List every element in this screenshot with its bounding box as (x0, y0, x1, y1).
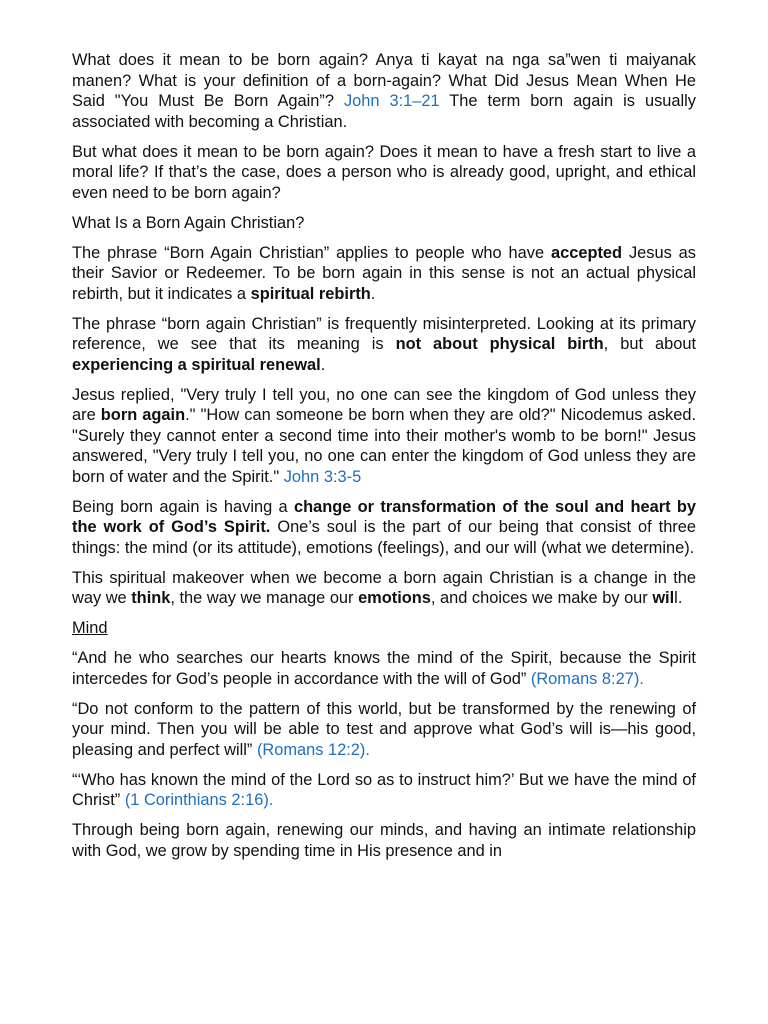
scripture-reference-romans-8-27: (Romans 8:27). (530, 669, 644, 688)
paragraph-text: ." "How can someone be born when they are old?" Nicodemus asked. "Surely they cannot enter a second time into their mother's womb to be born!" Jesus answered, "Very truly I tell you, no one can enter the kingdom of God unless they are born of water and the Spirit." (72, 406, 697, 486)
paragraph-intro (72, 50, 696, 132)
emphasis-text: think (131, 589, 171, 607)
paragraph-text: . (370, 284, 376, 303)
paragraph-jesus-replied (72, 385, 696, 488)
underlined-heading-text: Mind (72, 619, 108, 637)
emphasis-text: not about physical birth (395, 335, 604, 353)
emphasis-text: change or transformation of the soul and heart by the work of God’s Spirit. (72, 497, 696, 536)
document-page (72, 50, 696, 871)
paragraph-text: , but about (603, 335, 697, 353)
scripture-reference-john-3-3-5: John 3:3-5 (283, 467, 362, 486)
paragraph-text: l. (674, 589, 683, 607)
paragraph-spiritual-makeover (72, 568, 696, 609)
paragraph-text: Jesus replied, "Very truly I tell you, no one can see the kingdom of God unless they are (72, 385, 696, 424)
emphasis-text: wil (652, 589, 675, 607)
emphasis-text: experiencing a spiritual renewal (72, 355, 321, 374)
quote-1-corinthians-2-16 (72, 770, 696, 811)
paragraph-text: , and choices we make by our (430, 589, 653, 607)
section-heading-mind (72, 618, 696, 639)
paragraph-text: What does it mean to be born again? Anya ti kayat na nga sa”wen ti maiyanak manen? What is your definition of a born-again? What Did Jesus Mean When He Said "You Must Be Born Again”? (72, 51, 696, 110)
emphasis-text: spiritual rebirth (250, 284, 371, 303)
section-heading-born-again-christian: What Is a Born Again Christian? (72, 213, 305, 232)
paragraph-text: One’s soul is the part of our being that consist of three things: the mind (or its attitude), emotions (feelings), and our will (what we determine). (72, 518, 696, 557)
paragraph-text: . (320, 355, 326, 374)
emphasis-text: born again (100, 406, 186, 424)
quote-text: “‘Who has known the mind of the Lord so as to instruct him?’ But we have the mind of Christ” (72, 770, 696, 809)
paragraph-text: Jesus as their Savior or Redeemer. To be born again in this sense is not an actual physical rebirth, but it indicates a (72, 243, 696, 303)
quote-text: “And he who searches our hearts knows the mind of the Spirit, because the Spirit intercedes for God’s people in accordance with the will of God” (72, 649, 696, 688)
paragraph-text: This spiritual makeover when we become a born again Christian is a change in the way we (72, 568, 696, 607)
paragraph-transformation (72, 497, 696, 559)
quote-text: “Do not conform to the pattern of this world, but be transformed by the renewing of your mind. Then you will be able to test and approve what God’s will is—his good, pleasing and perfect will” (72, 699, 696, 759)
paragraph-text: , the way we manage our (170, 589, 359, 607)
quote-romans-12-2 (72, 699, 696, 761)
paragraph-conclusion: Through being born again, renewing our minds, and having an intimate relationship with God, we grow by spending time in His presence and in (72, 821, 696, 860)
scripture-reference-john-3-1-21: John 3:1–21 (343, 92, 440, 110)
scripture-reference-1-corinthians-2-16: (1 Corinthians 2:16). (124, 791, 274, 809)
paragraph-definition (72, 243, 696, 305)
quote-romans-8-27 (72, 648, 696, 689)
paragraph-text: The phrase “born again Christian” is frequently misinterpreted. Looking at its primary reference, we see that its meaning is (72, 314, 696, 353)
paragraph-text: The term born again is usually associated with becoming a Christian. (72, 92, 696, 131)
paragraph-misinterpreted (72, 314, 696, 376)
paragraph-text: The phrase “Born Again Christian” applies to people who have (72, 243, 551, 262)
paragraph-text: Being born again is having a (72, 497, 294, 516)
emphasis-text: emotions (358, 589, 431, 607)
paragraph-question: But what does it mean to be born again? Does it mean to have a fresh start to live a moral life? If that’s the case, does a person who is already good, upright, and ethical even need to be born again? (72, 142, 696, 202)
emphasis-text: accepted (551, 243, 623, 262)
scripture-reference-romans-12-2: (Romans 12:2). (256, 740, 370, 759)
